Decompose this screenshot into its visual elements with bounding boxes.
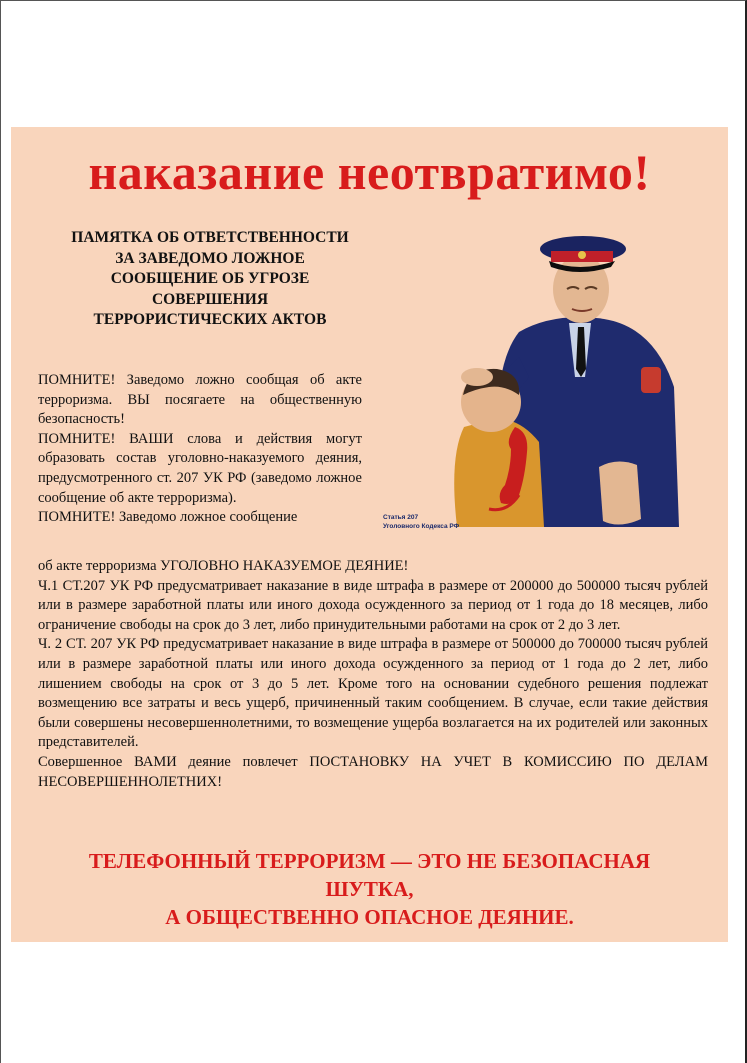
closing-line: ШУТКА, bbox=[325, 877, 414, 901]
officer-hand bbox=[599, 461, 641, 524]
memo-title-line: ПАМЯТКА ОБ ОТВЕТСТВЕННОСТИ bbox=[71, 229, 349, 246]
caption-line: Статья 207 bbox=[383, 514, 419, 521]
memo-body-narrow bbox=[38, 371, 362, 528]
shoulder-patch bbox=[641, 367, 661, 393]
paragraph: Совершенное ВАМИ деяние повлечет ПОСТАНОВКУ НА УЧЕТ В КОМИССИЮ ПО ДЕЛАМ НЕСОВЕРШЕННОЛЕТНИХ! bbox=[38, 753, 708, 790]
police-officer-illustration bbox=[379, 227, 717, 532]
paragraph: Ч. 2 СТ. 207 УК РФ предусматривает наказание в виде штрафа в размере от 500000 до 700000 тысяч рублей или в размере заработной платы или иного дохода осужденного за период от 1 года до 2 лет, либо лишением свободы на срок от 3 до 5 лет. Кроме того на основании судебного решения подлежат возмещению все затраты и весь ущерб, причиненный таким сообщением. В случае, если такие действия были совершены несовершеннолетними, то возмещение ущерба возлагается на их родителей или законных представителей. bbox=[38, 636, 708, 751]
paragraph: ПОМНИТЕ! ВАШИ слова и действия могут образовать состав уголовно-наказуемого деяния, предусмотренного ст. 207 УК РФ (заведомо ложное сообщение об акте терроризма). bbox=[38, 430, 362, 506]
caption-line: Уголовного Кодекса РФ bbox=[383, 523, 460, 530]
closing-warning bbox=[11, 847, 728, 931]
paragraph: ПОМНИТЕ! Заведомо ложное сообщение bbox=[38, 509, 298, 526]
memo-title-line: ЗА ЗАВЕДОМО ЛОЖНОЕ bbox=[115, 249, 305, 267]
memo-body-wide bbox=[38, 557, 708, 792]
paragraph: ПОМНИТЕ! Заведомо ложно сообщая об акте терроризма. ВЫ посягаете на общественную безопасность! bbox=[38, 372, 362, 428]
illustration-caption bbox=[383, 513, 473, 531]
paragraph: об акте терроризма УГОЛОВНО НАКАЗУЕМОЕ ДЕЯНИЕ! bbox=[38, 558, 409, 574]
memo-title-line: СООБЩЕНИЕ ОБ УГРОЗЕ bbox=[110, 270, 310, 287]
memo-title-line: ТЕРРОРИСТИЧЕСКИХ АКТОВ bbox=[93, 311, 327, 328]
officer-fingers bbox=[461, 368, 493, 386]
memo-title bbox=[35, 228, 385, 331]
memo-title-line: СОВЕРШЕНИЯ bbox=[151, 290, 269, 308]
closing-line: А ОБЩЕСТВЕННО ОПАСНОЕ ДЕЯНИЕ. bbox=[165, 905, 574, 929]
closing-line: ТЕЛЕФОННЫЙ ТЕРРОРИЗМ — ЭТО НЕ БЕЗОПАСНАЯ bbox=[88, 849, 651, 873]
headline: наказание неотвратимо! bbox=[88, 144, 651, 200]
poster bbox=[11, 127, 728, 942]
cap-badge bbox=[578, 251, 586, 259]
paragraph: Ч.1 СТ.207 УК РФ предусматривает наказание в виде штрафа в размере от 200000 до 500000 тысяч рублей или в размере заработной платы или иного дохода осужденного за период от 1 года до 18 месяцев, либо ограничение свободы на срок до 3 лет, либо принудительными работами на срок от 2 до 3 лет. bbox=[38, 577, 708, 633]
